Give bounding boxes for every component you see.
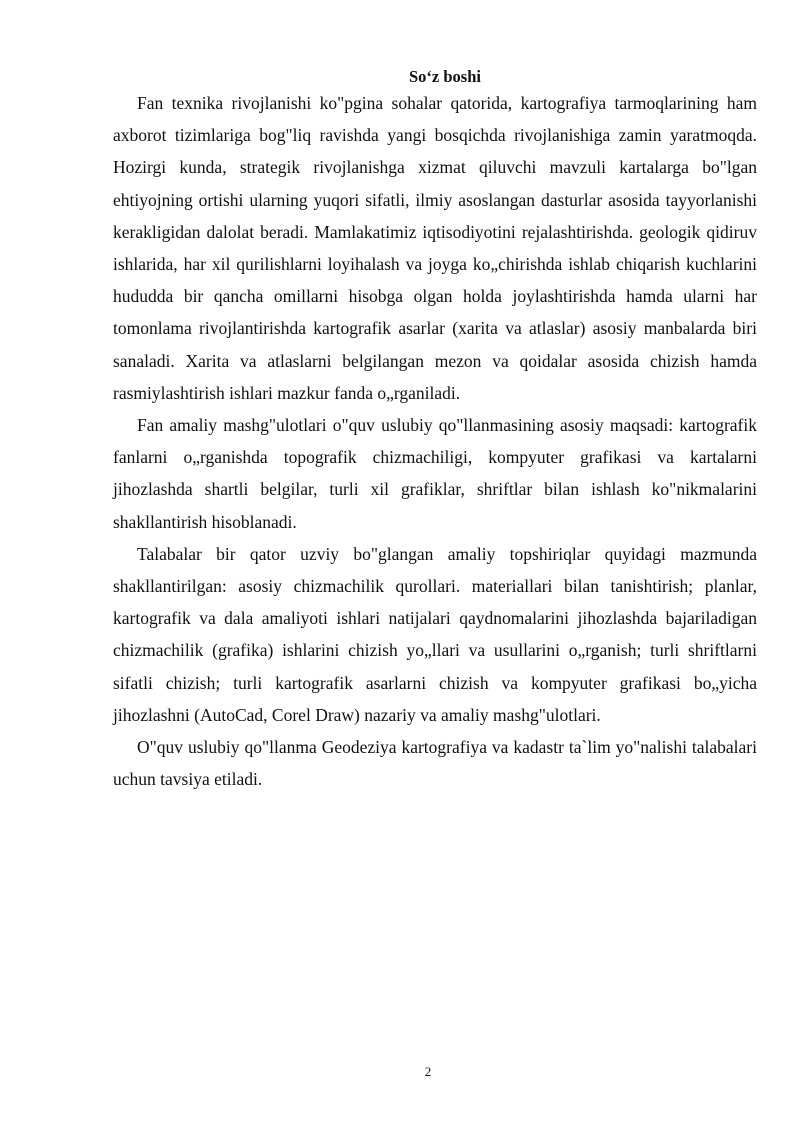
page-number: 2 (424, 1064, 432, 1079)
paragraph-intro: Fan texnika rivojlanishi ko"pgina sohalar qatorida, kartografiya tarmoqlarining ham axborot tizimlariga bog"liq ravishda yangi bosqichda rivojlanishiga zamin yaratmoqda. Hozirgi kunda, strategik rivojlanishga xizmat qiluvchi mavzuli kartalarga bo"lgan ehtiyojning ortishi ularning yuqori sifatli, ilmiy asoslangan dasturlar asosida tayyorlanishi kerakligidan dalolat beradi. Mamlakatimiz iqtisodiyotini rejalashtirishda. geologik qidiruv ishlarida, har xil qurilishlarni loyihalash va joyga ko„chirishda ishlab chiqarish kuchlarini hududda bir qancha omillarni hisobga olgan holda joylashtirishda hamda ularni har tomonlama rivojlantirishda kartografik asarlar (xarita va atlaslar) asosiy manbalarda biri sanaladi. Xarita va atlaslarni belgilangan mezon va qoidalar asosida chizish hamda rasmiylashtirish ishlari mazkur fanda o„rganiladi. (113, 93, 757, 403)
paragraph-recommendation: O"quv uslubiy qo"llanma Geodeziya kartografiya va kadastr ta`lim yo"nalishi talabalari uchun tavsiya etiladi. (113, 737, 757, 790)
document-page (113, 66, 757, 795)
paragraph-assignments: Talabalar bir qator uzviy bo"glangan amaliy topshiriqlar quyidagi mazmunda shakllantirilgan: asosiy chizmachilik qurollari. materiallari bilan tanishtirish; planlar, kartografik va dala amaliyoti ishlari natijalari qaydnomalarini jihozlashda bajariladigan chizmachilik (grafika) ishlarini chizish yo„llari va usullarini o„rganish; turli shriftlarni sifatli chizish; turli kartografik asarlarni chizish va kompyuter grafikasi bo„yicha jihozlashni (AutoCad, Corel Draw) nazariy va amaliy mashg"ulotlari. (113, 543, 757, 725)
paragraph-purpose: Fan amaliy mashg"ulotlari o"quv uslubiy qo"llanmasining asosiy maqsadi: kartografik fanlarni o„rganishda topografik chizmachiligi, kompyuter grafikasi va kartalarni jihozlashda shartli belgilar, turli xil grafiklar, shriftlar bilan ishlash ko"nikmalarini shakllantirish hisoblanadi. (113, 415, 757, 532)
section-title: Soʻz boshi (409, 67, 481, 86)
